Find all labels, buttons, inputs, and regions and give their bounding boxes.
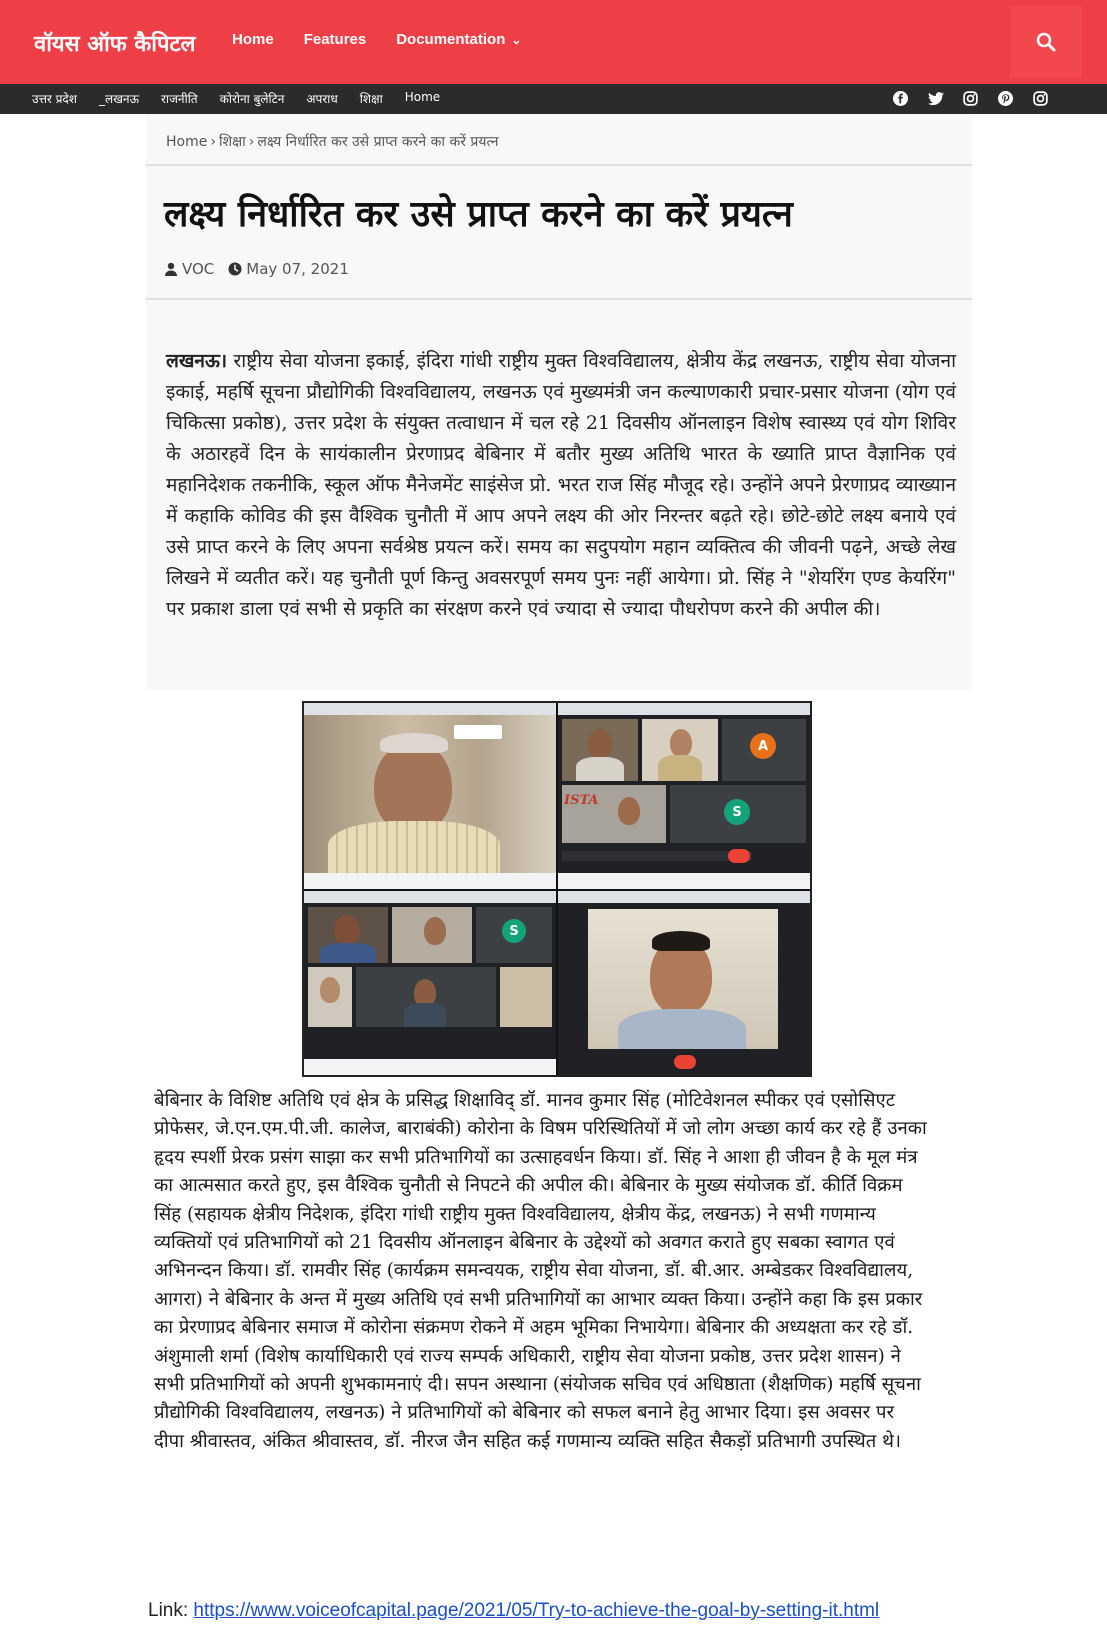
avatar: S [502,919,526,943]
instagram-icon[interactable] [962,90,979,107]
participant-tile [722,719,806,781]
video-call-screenshot [558,891,810,1075]
author[interactable] [164,260,214,278]
participant-tile [308,907,388,963]
participant-tile [670,785,806,843]
nav-documentation[interactable] [396,31,521,48]
participant-face [618,797,640,825]
divider [146,298,972,300]
avatar: A [750,733,776,759]
twitter-icon[interactable] [927,90,944,107]
nav-documentation-label: Documentation [396,31,506,48]
article-image[interactable] [302,701,812,1077]
publish-date-text: May 07, 2021 [246,260,349,278]
browser-bar [304,891,556,903]
speaker-hair [380,733,448,753]
participant-shirt [658,755,702,781]
author-name: VOC [182,260,215,278]
browser-bar [558,703,810,715]
video-call-screenshot [304,891,556,1075]
speaker-hair [652,931,710,951]
nav-features[interactable]: Features [303,31,367,48]
clock-icon [228,262,242,276]
divider [146,164,972,166]
call-controls [304,873,556,889]
breadcrumb-current: लक्ष्य निर्धारित कर उसे प्राप्त करने का करें प्रयत्न [257,134,499,150]
article-paragraph-2: बेबिनार के विशिष्ट अतिथि एवं क्षेत्र के प्रसिद्ध शिक्षाविद् डॉ. मानव कुमार सिंह (मोटिवेशनल स्पीकर एवं एसोसिएट प्रोफेसर, जे.एन.एम.पी.जी. कालेज, बाराबंकी) कोरोना के विषम परिस्थितियों में जो लोग अच्छा कार्य कर रहे हैं उनका हृदय स्पर्शी प्रेरक प्रसंग साझा कर सभी प्रतिभागियों का उत्साहवर्धन किया। डॉ. सिंह ने आशा ही जीवन है के मूल मंत्र का आत्मसात करते हुए, इस वैश्विक चुनौती से निपटने की अपील की। बेबिनार के मुख्य संयोजक डॉ. कीर्ति विक्रम सिंह (सहायक क्षेत्रीय निदेशक, इंदिरा गांधी राष्ट्रीय मुक्त विश्वविद्यालय, क्षेत्रीय केंद्र, लखनऊ) ने सभी गणमान्य व्यक्तियों एवं प्रतिभागियों को 21 दिवसीय ऑनलाइन बेबिनार के उद्देश्यों को अवगत कराते हुए सबका स्वागत एवं अभिनन्दन किया। डॉ. रामवीर सिंह (कार्यक्रम समन्वयक, राष्ट्रीय सेवा योजना, डॉ. बी.आर. अम्बेडकर विश्वविद्यालय, आगरा) ने बेबिनार के अन्त में मुख्य अतिथि एवं सभी प्रतिभागियों का आभार व्यक्त किया। उन्होंने कहा कि इस प्रकार का प्रेरणाप्रद बेबिनार समाज में कोरोना संक्रमण रोकने में अहम भूमिका निभायेगा। बेबिनार की अध्यक्षता कर रहे डॉ. अंशुमाली शर्मा (विशेष कार्याधिकारी एवं राज्य सम्पर्क अधिकारी, राष्ट्रीय सेवा योजना प्रकोष्ठ, उत्तर प्रदेश शासन) ने सभी प्रतिभागियों को अपनी शुभकामनाएं दी। सपन अस्थाना (संयोजक सचिव एवं अधिष्ठाता (शैक्षणिक) महर्षि सूचना प्रौद्योगिकी विश्वविद्यालय, लखनऊ) ने प्रतिभागियों को बेबिनार को सफल बनाने हेतु आभार दिया। इस अवसर पर दीपा श्रीवास्तव, अंकित श्रीवास्तव, डॉ. नीरज जैन सहित कई गणमान्य व्यक्ति सहित सैकड़ों प्रतिभागी उपस्थित थे। [154,1090,927,1452]
participant-tile [308,967,352,1027]
article-paragraph-1 [166,346,956,625]
dateline: लखनऊ। [166,350,228,372]
participant-tile [562,719,638,781]
logo-stamp: ISTA [564,793,599,808]
paragraph-text: राष्ट्रीय सेवा योजना इकाई, इंदिरा गांधी राष्ट्रीय मुक्त विश्वविद्यालय, क्षेत्रीय केंद्र लखनऊ, राष्ट्रीय सेवा योजना इकाई, महर्षि सूचना प्रौद्योगिकी विश्वविद्यालय, लखनऊ एवं मुख्यमंत्री जन कल्याणकारी प्रचार-प्रसार योजना (योग एवं चिकित्सा प्रकोष्ठ), उत्तर प्रदेश के संयुक्त तत्वाधान में चल रहे 21 दिवसीय ऑनलाइन विशेष स्वास्थ्य एवं योग शिविर के अठारहवें दिन के सायंकालीन प्रेरणाप्रद बेबिनार में बतौर मुख्य अतिथि भारत के ख्याति प्राप्त वैज्ञानिक एवं महानिदेशक तकनीकि, स्कूल ऑफ मैनेजमेंट साइंसेज प्रो. भरत राज सिंह मौजूद रहे। उन्होंने अपने प्रेरणाप्रद व्याख्यान में कहाकि कोविड की इस वैश्विक चुनौती में आप अपने लक्ष्य की ओर निरन्तर बढ़ते रहे। छोटे-छोटे लक्ष्य बनाये एवं उसे प्राप्त करने के लिए अपना सर्वश्रेष्ठ प्रयत्न करें। समय का सदुपयोग महान व्यक्तित्व की जीवनी पढ़ने, अच्छे लेख लिखने में व्यतीत करें। यह चुनौती पूर्ण किन्तु अवसरपूर्ण समय पुनः नहीं आयेगा। प्रो. सिंह ने "शेयरिंग एण्ड केयरिंग" पर प्रकाश डाला एवं सभी से प्रकृति का संरक्षण करने एवं ज्यादा से ज्यादा पौधरोपण करने की अपील की। [166,350,956,620]
participant-tile [392,907,472,963]
speaker-shirt [328,821,500,881]
category-politics[interactable]: राजनीति [161,92,198,106]
site-logo[interactable]: वॉयस ऑफ कैपिटल [34,31,196,57]
publish-date [228,260,349,278]
speaker-video [588,909,778,1049]
participant-face [334,915,360,945]
source-link-line [148,1600,879,1622]
category-uttar-pradesh[interactable]: उत्तर प्रदेश [32,92,77,106]
search-icon [1036,32,1056,52]
end-call-button [674,1055,696,1069]
end-call-button [728,849,750,863]
breadcrumb-category[interactable]: शिक्षा [218,134,246,150]
speaker-shirt [618,1009,746,1049]
source-link[interactable]: https://www.voiceofcapital.page/2021/05/Try-to-achieve-the-goal-by-setting-it.html [193,1600,880,1621]
article-title: लक्ष्य निर्धारित कर उसे प्राप्त करने का करें प्रयत्न [164,193,793,235]
participant-face [588,729,612,759]
pinterest-icon[interactable] [997,90,1014,107]
nav-home[interactable]: Home [232,31,274,48]
category-home[interactable]: Home [404,90,441,104]
breadcrumb-home[interactable]: Home [166,134,208,150]
search-button[interactable] [1010,6,1082,78]
participant-tile [356,967,496,1027]
participant-tile [642,719,718,781]
participant-shirt [320,943,376,963]
category-crime[interactable]: अपराध [306,92,338,106]
link-label: Link: [148,1600,194,1621]
video-call-screenshot [304,703,556,889]
call-controls [558,873,810,889]
breadcrumb-separator: › [210,134,216,150]
participant-shirt [404,1003,446,1027]
participant-face [320,977,340,1003]
participant-tile [476,907,552,963]
category-corona-bulletin[interactable]: कोरोना बुलेटिन [219,92,285,106]
social-links [892,90,1049,107]
breadcrumb [166,132,499,151]
participant-tile [500,967,552,1027]
category-education[interactable]: शिक्षा [359,92,383,106]
browser-bar [558,891,810,903]
site-header [0,0,1107,84]
browser-bar [304,703,556,715]
category-bar [0,84,1107,114]
name-chip [454,725,502,739]
chevron-down-icon: ⌄ [511,33,522,47]
instagram-icon[interactable] [1032,90,1049,107]
breadcrumb-separator: › [248,134,255,150]
participant-face [424,917,446,945]
chat-strip [562,851,752,861]
participant-shirt [576,757,624,781]
participant-tile [562,785,666,843]
main-nav [232,31,521,48]
category-nav [32,90,440,107]
article-meta [164,260,349,278]
facebook-icon[interactable] [892,90,909,107]
avatar: S [724,799,750,825]
user-icon [164,262,178,276]
participant-face [670,729,692,757]
call-controls [304,1059,556,1075]
category-lucknow[interactable]: _लखनऊ [98,92,139,106]
video-call-screenshot [558,703,810,889]
speaker-face [374,741,452,833]
